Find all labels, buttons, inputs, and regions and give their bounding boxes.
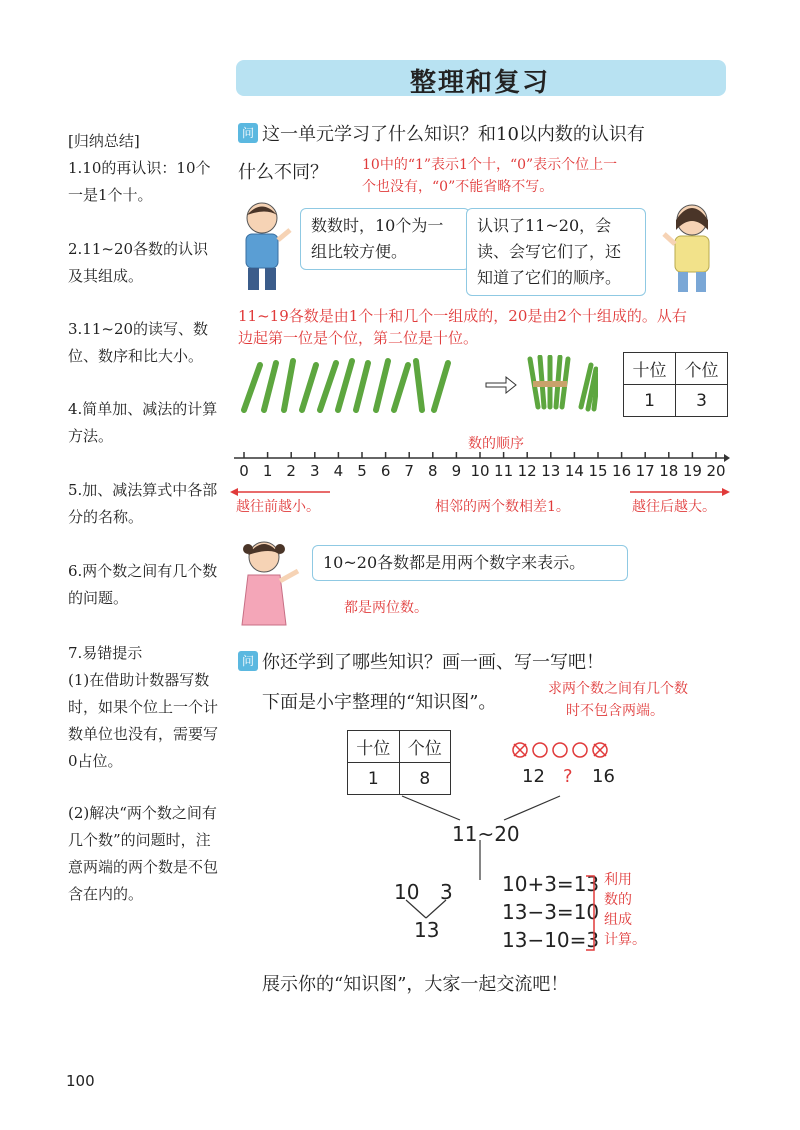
numberline-number: 8 <box>428 462 438 480</box>
numberline-number: 2 <box>286 462 296 480</box>
numberline-number: 16 <box>612 462 632 480</box>
numberline-number: 4 <box>333 462 344 480</box>
closing-text: 展示你的“知识图”，大家一起交流吧！ <box>262 974 569 995</box>
question-icon: 问 <box>238 651 258 671</box>
table-value-tens: 1 <box>624 385 676 417</box>
numberline-number: 3 <box>310 462 320 480</box>
q1-text-line1: 这一单元学习了什么知识？和10以内数的认识有 <box>262 124 645 145</box>
numberline-number: 15 <box>588 462 608 480</box>
table-header-ones: 个位 <box>676 353 728 385</box>
numberline-number: 9 <box>451 462 462 480</box>
numberline-number: 5 <box>357 462 367 480</box>
numberline-number: 13 <box>541 462 561 480</box>
table2-value-ones: 8 <box>399 763 451 795</box>
between-right: 16 <box>592 766 615 787</box>
table2-header-tens: 十位 <box>348 731 400 763</box>
girl2-note: 都是两位数。 <box>344 600 428 616</box>
sidebar-header: [归纳总结] <box>68 132 140 150</box>
q2-intro: 下面是小宇整理的“知识图”。 <box>262 692 497 713</box>
numberline-number: 7 <box>404 462 414 480</box>
middle-note: 相邻的两个数相差1。 <box>435 499 570 515</box>
left-note: 越往前越小。 <box>236 499 320 515</box>
eq-note-4: 计算。 <box>604 932 646 948</box>
table2-value-tens: 1 <box>348 763 400 795</box>
table-header-tens: 十位 <box>624 353 676 385</box>
numberline-number: 1 <box>262 462 273 480</box>
girl-illustration <box>662 200 722 295</box>
q2-text: 你还学到了哪些知识？画一画、写一写吧！ <box>262 652 604 673</box>
tree-left: 10 <box>394 880 420 904</box>
sidebar-item: 4.简单加、减法的计算方法。 <box>68 400 218 445</box>
numberline-number: 19 <box>682 462 702 480</box>
boy-illustration <box>236 198 292 293</box>
boy-speech-bubble: 数数时，10个为一组比较方便。 <box>300 208 470 270</box>
composition-note-2: 边起第一位是个位，第二位是十位。 <box>238 329 479 347</box>
girl-speech-bubble: 认识了11~20，会读、会写它们了，还知道了它们的顺序。 <box>466 208 646 296</box>
sidebar-item: 3.11~20的读写、数位、数序和比大小。 <box>68 320 209 365</box>
girl2-speech-bubble: 10~20各数都是用两个数字来表示。 <box>312 545 628 581</box>
equation-3: 13−10=3 <box>502 928 600 952</box>
sidebar-item: 1.10的再认识：10个一是1个十。 <box>68 159 211 204</box>
table2-header-ones: 个位 <box>399 731 451 763</box>
counting-sticks <box>238 355 598 415</box>
between-note-1: 求两个数之间有几个数 <box>548 681 688 697</box>
numberline-number: 20 <box>706 462 726 480</box>
q1-note-line1: 10中的“1”表示1个十，“0”表示个位上一 <box>362 157 618 173</box>
equation-1: 10+3=13 <box>502 872 600 896</box>
numberline-number: 6 <box>380 462 391 480</box>
tree-bottom: 13 <box>414 918 440 942</box>
center-node: 11~20 <box>452 822 520 846</box>
between-mid: ? <box>563 766 573 787</box>
numberline-labels <box>230 462 730 482</box>
numberline-label: 数的顺序 <box>468 436 524 452</box>
numberline-number: 12 <box>517 462 537 480</box>
sidebar-tip: (2)解决“两个数之间有几个数”的问题时，注意两端的两个数是不包含在内的。 <box>68 804 219 903</box>
q1-note-line2: 个也没有，“0”不能省略不写。 <box>362 179 554 195</box>
sidebar-tips-title: 7.易错提示 <box>68 644 143 662</box>
question-icon: 问 <box>238 123 258 143</box>
place-value-table-2 <box>347 730 451 795</box>
right-note: 越往后越大。 <box>632 499 716 515</box>
sidebar-item: 2.11~20各数的认识及其组成。 <box>68 240 209 285</box>
numberline-number: 18 <box>659 462 679 480</box>
numberline-number: 10 <box>470 462 490 480</box>
between-note-2: 时不包含两端。 <box>566 703 664 719</box>
numberline-number: 11 <box>494 462 514 480</box>
q1-text-line2: 什么不同？ <box>238 162 328 183</box>
sidebar-item: 6.两个数之间有几个数的问题。 <box>68 562 218 607</box>
between-left: 12 <box>522 766 545 787</box>
numberline-number: 0 <box>239 462 249 480</box>
sidebar-item: 5.加、减法算式中各部分的名称。 <box>68 481 218 526</box>
composition-note-1: 11~19各数是由1个十和几个一组成的，20是由2个十组成的。从右 <box>238 307 687 325</box>
eq-note-3: 组成 <box>604 912 632 928</box>
equation-brace <box>584 874 600 954</box>
sidebar-tip: (1)在借助计数器写数时，如果个位上一个计数单位也没有，需要写0占位。 <box>68 671 219 770</box>
numberline-number: 17 <box>635 462 655 480</box>
girl2-illustration <box>236 535 302 630</box>
circles-diagram <box>510 738 614 762</box>
numberline-number: 14 <box>564 462 584 480</box>
page-number: 100 <box>66 1072 95 1090</box>
place-value-table <box>623 352 728 417</box>
equation-2: 13−3=10 <box>502 900 600 924</box>
tree-right: 3 <box>440 880 453 904</box>
table-value-ones: 3 <box>676 385 728 417</box>
page-title: 整理和复习 <box>409 68 550 98</box>
eq-note-2: 数的 <box>604 892 632 908</box>
eq-note-1: 利用 <box>604 872 632 888</box>
